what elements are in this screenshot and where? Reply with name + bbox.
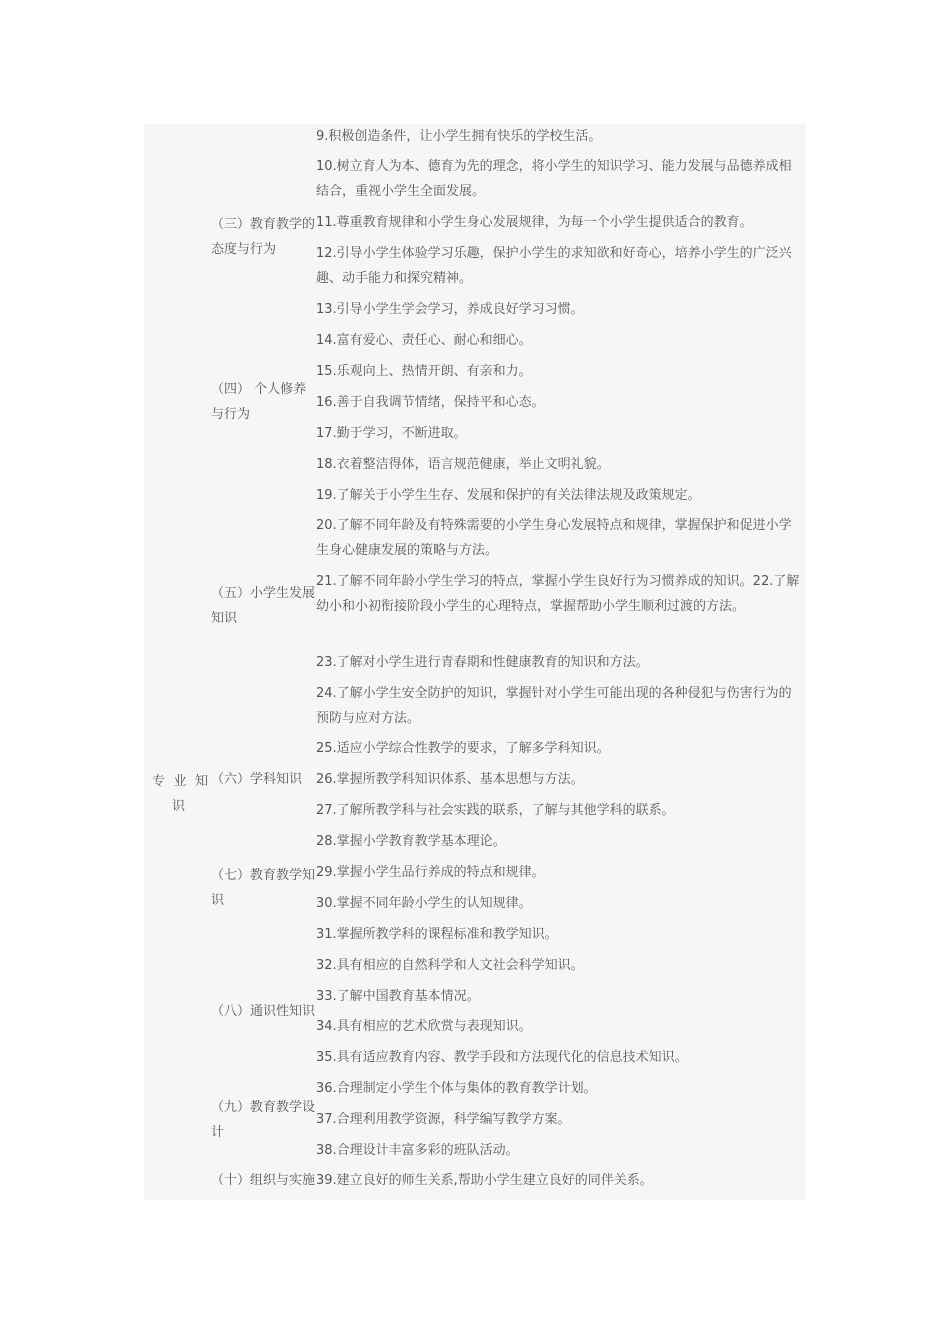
item-12: 12.引导小学生体验学习乐趣，保护小学生的求知欲和好奇心，培养小学生的广泛兴趣、动手能力和探究精神。 — [316, 246, 792, 286]
item-37: 37.合理利用教学资源，科学编写教学方案。 — [316, 1112, 571, 1127]
item-24: 24.了解小学生安全防护的知识，掌握针对小学生可能出现的各种侵犯与伤害行为的预防与应对方法。 — [316, 686, 792, 726]
item-38: 38.合理设计丰富多彩的班队活动。 — [316, 1143, 519, 1158]
category-6 — [211, 767, 321, 792]
standards-table — [144, 124, 806, 1200]
item-31: 31.掌握所教学科的课程标准和教学知识。 — [316, 927, 558, 942]
item-17: 17.勤于学习，不断进取。 — [316, 426, 467, 441]
category-5 — [211, 581, 321, 631]
item-21-22: 21.了解不同年龄小学生学习的特点，掌握小学生良好行为习惯养成的知识。22.了解幼小和小初衔接阶段小学生的心理特点，掌握帮助小学生顺利过渡的方法。 — [316, 574, 800, 614]
category-3-line1: （三）教育教学的 — [211, 217, 316, 232]
category-10-line1: （十）组织与实施 — [211, 1173, 316, 1188]
item-11: 11.尊重教育规律和小学生身心发展规律，为每一个小学生提供适合的教育。 — [316, 215, 753, 230]
item-36: 36.合理制定小学生个体与集体的教育教学计划。 — [316, 1081, 597, 1096]
category-10 — [211, 1168, 321, 1193]
category-9-line1: （九）教育教学设 — [211, 1100, 316, 1115]
item-18: 18.衣着整洁得体，语言规范健康，举止文明礼貌。 — [316, 457, 610, 472]
item-29: 29.掌握小学生品行养成的特点和规律。 — [316, 865, 545, 880]
item-10: 10.树立育人为本、德育为先的理念，将小学生的知识学习、能力发展与品德养成相结合，重视小学生全面发展。 — [316, 159, 792, 199]
domain-label-line2: 识 — [172, 799, 186, 814]
item-16: 16.善于自我调节情绪，保持平和心态。 — [316, 395, 545, 410]
category-9-line2: 计 — [211, 1125, 225, 1140]
item-9: 9.积极创造条件，让小学生拥有快乐的学校生活。 — [316, 129, 602, 144]
category-7 — [211, 863, 321, 913]
category-4-line2: 与行为 — [211, 407, 251, 422]
category-5-line2: 知识 — [211, 611, 238, 626]
domain-label — [152, 769, 208, 794]
category-8 — [211, 999, 321, 1024]
category-7-line2: 识 — [211, 893, 225, 908]
item-19: 19.了解关于小学生生存、发展和保护的有关法律法规及政策规定。 — [316, 488, 701, 503]
category-6-line1: （六）学科知识 — [211, 772, 303, 787]
domain-label-line1: 专 业 知 — [152, 774, 208, 789]
item-15: 15.乐观向上、热情开朗、有亲和力。 — [316, 364, 532, 379]
category-4 — [211, 377, 321, 427]
item-14: 14.富有爱心、责任心、耐心和细心。 — [316, 333, 532, 348]
item-30: 30.掌握不同年龄小学生的认知规律。 — [316, 896, 532, 911]
item-33: 33.了解中国教育基本情况。 — [316, 989, 480, 1004]
category-3 — [211, 212, 321, 262]
item-35: 35.具有适应教育内容、教学手段和方法现代化的信息技术知识。 — [316, 1050, 688, 1065]
category-4-line1: （四） 个人修养 — [211, 382, 307, 397]
category-8-line1: （八）通识性知识 — [211, 1004, 316, 1019]
item-23: 23.了解对小学生进行青春期和性健康教育的知识和方法。 — [316, 655, 649, 670]
category-9 — [211, 1095, 321, 1145]
category-7-line1: （七）教育教学知 — [211, 868, 316, 883]
item-25: 25.适应小学综合性教学的要求，了解多学科知识。 — [316, 741, 610, 756]
item-32: 32.具有相应的自然科学和人文社会科学知识。 — [316, 958, 584, 973]
item-13: 13.引导小学生学会学习，养成良好学习习惯。 — [316, 302, 584, 317]
category-3-line2: 态度与行为 — [211, 242, 277, 257]
item-26: 26.掌握所教学科知识体系、基本思想与方法。 — [316, 772, 584, 787]
category-5-line1: （五）小学生发展 — [211, 586, 316, 601]
item-39: 39.建立良好的师生关系,帮助小学生建立良好的同伴关系。 — [316, 1173, 653, 1188]
item-34: 34.具有相应的艺术欣赏与表现知识。 — [316, 1019, 532, 1034]
item-27: 27.了解所教学科与社会实践的联系，了解与其他学科的联系。 — [316, 803, 675, 818]
item-20: 20.了解不同年龄及有特殊需要的小学生身心发展特点和规律，掌握保护和促进小学生身心健康发展的策略与方法。 — [316, 518, 792, 558]
item-28: 28.掌握小学教育教学基本理论。 — [316, 834, 506, 849]
